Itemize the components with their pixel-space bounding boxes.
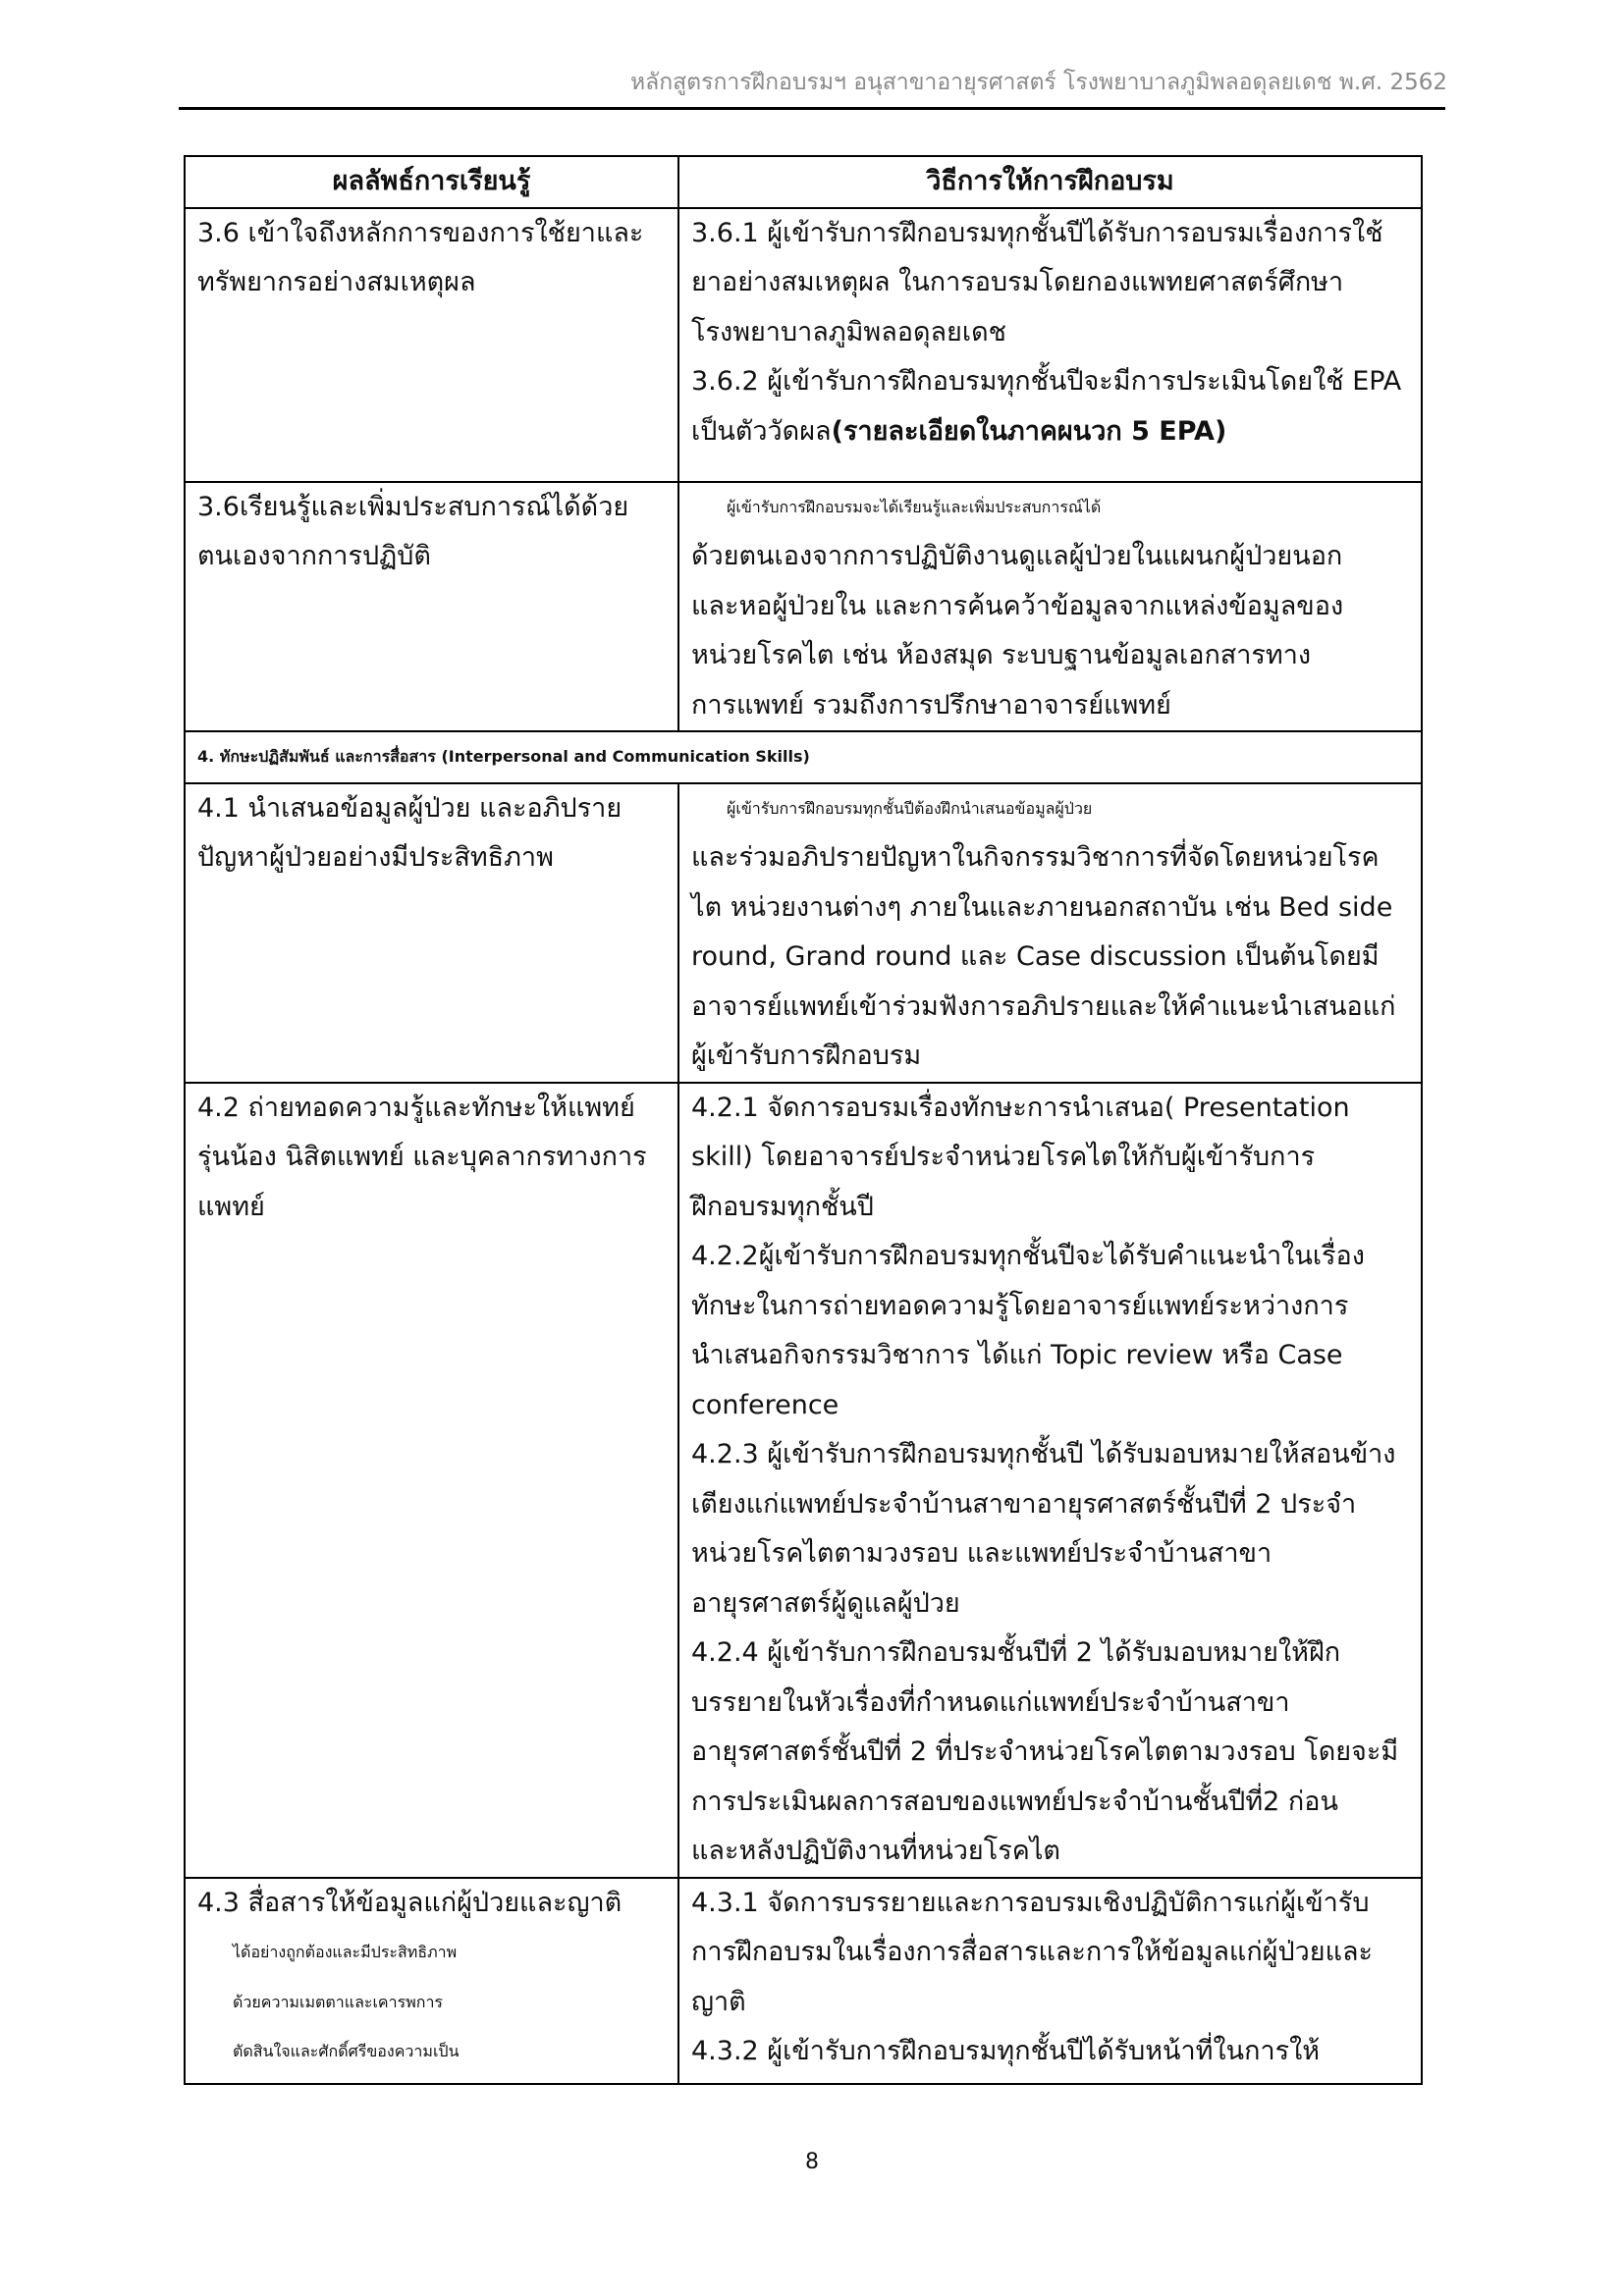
table-row (185, 208, 1422, 482)
method-line: 4.2.4 ผู้เข้ารับการฝึกอบรมชั้นปีที่ 2 ได้รับมอบหมายให้ฝึก (691, 1637, 1341, 1668)
method-text: เป็นตัววัดผล (691, 415, 832, 447)
method-line: ผู้เข้ารับการฝึกอบรมจะได้เรียนรู้และเพิ่มประสบการณ์ได้ (727, 497, 1102, 516)
outcome-cell (185, 482, 678, 732)
method-line: 3.6.1 ผู้เข้ารับการฝึกอบรมทุกชั้นปีได้รับการอบรมเรื่องการใช้ (691, 217, 1383, 248)
method-line: 3.6.2 ผู้เข้ารับการฝึกอบรมทุกชั้นปีจะมีการประเมินโดยใช้ EPA (691, 366, 1402, 397)
method-line: และหลังปฏิบัติงานที่หน่วยโรคไต (691, 1836, 1060, 1866)
curriculum-table (184, 155, 1423, 2085)
outcome-line: 4.1 นำเสนอข้อมูลผู้ป่วย และอภิปราย (197, 792, 623, 824)
method-line: ญาติ (691, 1986, 746, 2017)
method-line: หน่วยโรคไต เช่น ห้องสมุด ระบบฐานข้อมูลเอกสารทาง (691, 640, 1312, 670)
outcome-line: ทรัพยากรอย่างสมเหตุผล (197, 267, 476, 297)
method-line: 4.3.2 ผู้เข้ารับการฝึกอบรมทุกชั้นปีได้รับหน้าที่ในการให้ (691, 2036, 1321, 2066)
header-rule (179, 107, 1445, 110)
method-line: บรรยายในหัวเรื่องที่กำหนดแก่แพทย์ประจำบ้านสาขา (691, 1686, 1290, 1718)
method-line: ผู้เข้ารับการฝึกอบรม (691, 1041, 922, 1071)
method-line: การประเมินผลการสอบของแพทย์ประจำบ้านชั้นปีที่2 ก่อน (691, 1786, 1338, 1817)
method-cell (678, 208, 1422, 482)
method-line: 4.2.1 จัดการอบรมเรื่องทักษะการนำเสนอ( Presentation (691, 1092, 1350, 1123)
appendix-reference: (รายละเอียดในภาคผนวก 5 EPA) (831, 415, 1227, 447)
method-line: และหอผู้ป่วยใน และการค้นคว้าข้อมูลจากแหล่งข้อมูลของ (691, 590, 1344, 621)
method-line: การแพทย์ รวมถึงการปรึกษาอาจารย์แพทย์ (691, 689, 1171, 721)
page-number: 8 (805, 2150, 819, 2174)
method-line: ไต หน่วยงานต่างๆ ภายในและภายนอกสถาบัน เช่น Bed side (691, 891, 1393, 923)
method-cell (678, 1083, 1422, 1878)
method-line: 4.3.1 จัดการบรรยายและการอบรมเชิงปฏิบัติการแก่ผู้เข้ารับ (691, 1887, 1370, 1918)
method-line: นำเสนอกิจกรรมวิชาการ ได้แก่ Topic review หรือ Case (691, 1340, 1343, 1370)
method-line: อายุรศาสตร์ชั้นปีที่ 2 ที่ประจำหน่วยโรคไตตามวงรอบ โดยจะมี (691, 1736, 1399, 1767)
outcome-line: รุ่นน้อง นิสิตแพทย์ และบุคลากรทางการ (197, 1142, 647, 1172)
outcome-line: ตัดสินใจและศักดิ์ศรีของความเป็น (233, 2042, 460, 2060)
method-line: หน่วยโรคไตตามวงรอบ และแพทย์ประจำบ้านสาขา (691, 1538, 1272, 1569)
running-header: หลักสูตรการฝึกอบรมฯ อนุสาขาอายุรศาสตร์ โรงพยาบาลภูมิพลอดุลยเดช พ.ศ. 2562 (629, 70, 1447, 95)
outcome-line: ได้อย่างถูกต้องและมีประสิทธิภาพ (233, 1943, 458, 1961)
outcome-line: ด้วยความเมตตาและเคารพการ (233, 1992, 444, 2011)
outcome-line: 3.6 เข้าใจถึงหลักการของการใช้ยาและ (197, 217, 644, 248)
column-header-outcomes: ผลลัพธ์การเรียนรู้ (185, 156, 678, 208)
method-line: ฝึกอบรมทุกชั้นปี (691, 1191, 874, 1222)
section-4-heading: 4. ทักษะปฏิสัมพันธ์ และการสื่อสาร (Interpersonal and Communication Skills) (185, 731, 1422, 783)
table-row (185, 783, 1422, 1083)
method-line: อาจารย์แพทย์เข้าร่วมฟังการอภิปรายและให้คำแนะนำเสนอแก่ (691, 990, 1396, 1022)
outcome-line: แพทย์ (197, 1191, 265, 1222)
method-cell (678, 1878, 1422, 2084)
method-line: อายุรศาสตร์ผู้ดูแลผู้ป่วย (691, 1587, 960, 1619)
outcome-line: 4.2 ถ่ายทอดความรู้และทักษะให้แพทย์ (197, 1092, 635, 1123)
outcome-cell (185, 783, 678, 1083)
method-cell (678, 482, 1422, 732)
method-line: เตียงแก่แพทย์ประจำบ้านสาขาอายุรศาสตร์ชั้นปีที่ 2 ประจำ (691, 1488, 1357, 1520)
method-line: 4.2.2ผู้เข้ารับการฝึกอบรมทุกชั้นปีจะได้รับคำแนะนำในเรื่อง (691, 1241, 1365, 1271)
outcome-cell (185, 1083, 678, 1878)
method-line: ด้วยตนเองจากการปฏิบัติงานดูแลผู้ป่วยในแผนกผู้ป่วยนอก (691, 541, 1343, 571)
method-line: 4.2.3 ผู้เข้ารับการฝึกอบรมทุกชั้นปี ได้รับมอบหมายให้สอนข้าง (691, 1439, 1396, 1469)
method-line: และร่วมอภิปรายปัญหาในกิจกรรมวิชาการที่จัดโดยหน่วยโรค (691, 842, 1380, 873)
section-heading-row (185, 731, 1422, 783)
table-row (185, 1878, 1422, 2084)
method-cell (678, 783, 1422, 1083)
outcome-line: ตนเองจากการปฏิบัติ (197, 541, 431, 571)
table-row (185, 1083, 1422, 1878)
column-header-methods: วิธีการให้การฝึกอบรม (678, 156, 1422, 208)
method-line: การฝึกอบรมในเรื่องการสื่อสารและการให้ข้อมูลแก่ผู้ป่วยและ (691, 1937, 1374, 1967)
table-row (185, 482, 1422, 732)
outcome-line: ปัญหาผู้ป่วยอย่างมีประสิทธิภาพ (197, 842, 554, 873)
method-line: ผู้เข้ารับการฝึกอบรมทุกชั้นปีต้องฝึกนำเสนอข้อมูลผู้ป่วย (727, 798, 1093, 818)
table-header-row (185, 156, 1422, 208)
method-line (691, 407, 1409, 457)
method-line: ยาอย่างสมเหตุผล ในการอบรมโดยกองแพทยศาสตร์ศึกษา (691, 267, 1344, 297)
outcome-line: 3.6เรียนรู้และเพิ่มประสบการณ์ได้ด้วย (197, 491, 629, 522)
method-line: skill) โดยอาจารย์ประจำหน่วยโรคไตให้กับผู้เข้ารับการ (691, 1142, 1316, 1172)
method-line: โรงพยาบาลภูมิพลอดุลยเดช (691, 316, 1006, 347)
method-line: round, Grand round และ Case discussion เป็นต้นโดยมี (691, 941, 1380, 972)
method-line: ทักษะในการถ่ายทอดความรู้โดยอาจารย์แพทย์ระหว่างการ (691, 1290, 1349, 1321)
outcome-cell (185, 1878, 678, 2084)
outcome-line: 4.3 สื่อสารให้ข้อมูลแก่ผู้ป่วยและญาติ (197, 1887, 623, 1918)
method-line: conference (691, 1389, 839, 1420)
outcome-cell (185, 208, 678, 482)
